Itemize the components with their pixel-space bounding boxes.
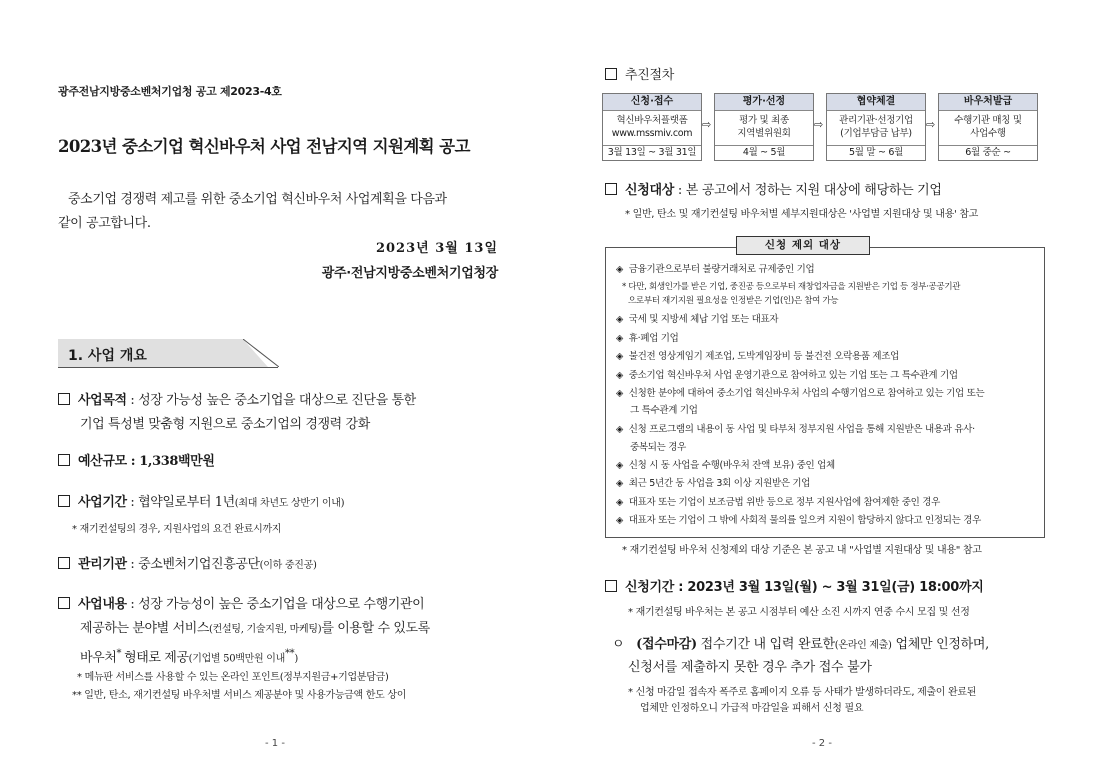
flow-step-title: 신청·접수 <box>603 94 701 111</box>
item-label: 사업내용 <box>78 597 127 612</box>
flow-step-evaluate <box>714 93 814 161</box>
checkbox-square-icon <box>605 68 617 80</box>
item-text-line <box>58 642 503 671</box>
diamond-bullet-icon: ◈ <box>616 264 624 275</box>
exclusion-text: 중소기업 혁신바우처 사업 운영기관으로 참여하고 있는 기업 또는 그 특수관계 기업 <box>628 370 958 381</box>
exclusion-subnote: 으로부터 재기지원 필요성을 인정받은 기업(인)은 참여 가능 <box>628 296 839 306</box>
exclusion-item <box>616 422 1041 437</box>
deadline-text: 업체만 인정하며, <box>891 637 989 652</box>
exclusion-item <box>616 312 1041 327</box>
exclusion-text: 국세 및 지방세 체납 기업 또는 대표자 <box>628 314 779 325</box>
page-number: - 2 - <box>812 738 832 749</box>
deadline-label: (접수마감) <box>636 637 697 652</box>
arrow-right-icon: ⇨ <box>702 118 712 131</box>
diamond-bullet-icon: ◈ <box>616 478 624 489</box>
flow-step-date: 6월 중순 ~ <box>939 145 1037 160</box>
intro-line: 중소기업 경쟁력 제고를 위한 중소기업 혁신바우처 사업계획을 다음과 <box>68 192 447 207</box>
item-text: 형태로 제공 <box>124 650 189 666</box>
diamond-bullet-icon: ◈ <box>616 314 624 325</box>
checkbox-square-icon <box>58 495 70 507</box>
procedure-heading <box>605 64 674 83</box>
flow-step-title: 바우처발급 <box>939 94 1037 111</box>
diamond-bullet-icon: ◈ <box>616 515 624 526</box>
exclusion-item <box>616 262 1041 277</box>
item-subtext: (기업별 50백만원 이내 <box>188 653 285 665</box>
intro-line: 같이 공고합니다. <box>58 216 151 231</box>
checkbox-square-icon <box>58 557 70 569</box>
diamond-bullet-icon: ◈ <box>616 460 624 471</box>
period-item <box>58 491 503 516</box>
flow-step-date: 5월 말 ~ 6월 <box>827 145 925 160</box>
item-subtext: (최대 차년도 상반기 이내) <box>234 498 345 509</box>
item-label: 사업기간 <box>78 495 127 510</box>
deadline-text: 접수기간 내 입력 완료한 <box>696 637 835 652</box>
heading-label: 신청기간 <box>625 580 675 595</box>
diamond-bullet-icon: ◈ <box>616 424 624 435</box>
exclusion-text: 신청 프로그램의 내용이 동 사업 및 타부처 정부지원 사업을 통해 지원받은 내용과 유사· <box>628 424 975 435</box>
checkbox-square-icon <box>58 597 70 609</box>
item-text: 제공하는 분야별 서비스 <box>80 621 210 636</box>
footnote-mark: * <box>116 648 125 659</box>
page-number: - 1 - <box>265 738 285 749</box>
exclusion-subnote: * 다만, 회생인가를 받은 기업, 중진공 등으로부터 재창업자금을 지원받은 기업 등 정부·공공기관 <box>622 282 961 292</box>
footnote-mark: ** <box>284 648 295 659</box>
item-text: : 성장 가능성 높은 중소기업을 대상으로 진단을 통한 <box>126 393 416 408</box>
exclusion-text: 최근 5년간 동 사업을 3회 이상 지원받은 기업 <box>628 478 811 489</box>
purpose-item <box>58 389 503 437</box>
flow-step-line: 평가 및 최종 <box>739 115 789 126</box>
flow-step-line: 지역별위원회 <box>737 128 791 139</box>
issuing-organization: 광주·전남지방중소벤처기업청장 <box>321 266 498 281</box>
flow-step-apply <box>602 93 702 161</box>
item-label: 관리기관 <box>78 557 127 572</box>
flow-step-body <box>603 111 701 140</box>
heading-text: : 본 공고에서 정하는 지원 대상에 해당하는 기업 <box>674 183 942 198</box>
exclusion-item <box>616 495 1041 510</box>
item-subtext: (이하 중진공) <box>259 560 317 571</box>
arrow-right-icon: ⇨ <box>814 118 824 131</box>
notice-number: 광주전남지방중소벤처기업청 공고 제2023-4호 <box>58 85 282 98</box>
item-text: : 1,338백만원 <box>126 454 215 469</box>
budget-item <box>58 450 503 474</box>
exclusion-title: 신청 제외 대상 <box>736 236 870 255</box>
deadline-note-continued: 업체만 인정하오니 가급적 마감일을 피해서 신청 필요 <box>640 703 864 714</box>
section-title: 1. 사업 개요 <box>68 348 147 364</box>
item-text: 를 이용할 수 있도록 <box>321 621 430 636</box>
manager-item <box>58 553 503 578</box>
intro-paragraph <box>58 188 498 236</box>
target-heading <box>605 179 942 198</box>
flow-step-date: 4월 ~ 5월 <box>715 145 813 160</box>
diamond-bullet-icon: ◈ <box>616 370 624 381</box>
exclusion-text: 불건전 영상게임기 제조업, 도박게임장비 등 불건전 오락용품 제조업 <box>628 351 900 362</box>
deadline-subtext: (온라인 제출) <box>834 640 892 651</box>
flow-step-agreement <box>826 93 926 161</box>
exclusion-item-continued: 중복되는 경우 <box>630 442 686 453</box>
item-text-line <box>58 617 503 642</box>
deadline-line <box>612 633 989 652</box>
circle-bullet-icon: ㅇ <box>612 637 625 652</box>
footnote-1: * 메뉴판 서비스를 사용할 수 있는 온라인 포인트(정부지원금+기업분담금) <box>77 672 389 683</box>
content-item <box>58 593 503 671</box>
exclusion-item <box>616 386 1041 401</box>
flow-step-title: 평가·선정 <box>715 94 813 111</box>
item-subtext: (컨설팅, 기술지원, 마케팅) <box>209 624 322 635</box>
exclusion-item <box>616 368 1041 383</box>
footnote-2: ** 일반, 탄소, 재기컨설팅 바우처별 서비스 제공분야 및 사용가능금액 한도 상이 <box>72 690 407 701</box>
diamond-bullet-icon: ◈ <box>616 351 624 362</box>
exclusion-text: 휴·폐업 기업 <box>628 333 679 344</box>
exclusion-item <box>616 349 1041 364</box>
exclusion-item-continued: 그 특수관계 기업 <box>630 405 698 416</box>
flow-step-line: 사업수행 <box>970 128 1006 139</box>
item-text: 기업 특성별 맞춤형 지원으로 중소기업의 경쟁력 강화 <box>80 417 370 432</box>
exclusion-item <box>616 458 1041 473</box>
item-label: 사업목적 <box>78 393 127 408</box>
diamond-bullet-icon: ◈ <box>616 333 624 344</box>
heading-text: : 2023년 3월 13일(월) ~ 3월 31일(금) 18:00까지 <box>674 580 984 595</box>
exclusion-item <box>616 513 1041 528</box>
section-header-underline <box>58 367 278 368</box>
checkbox-square-icon <box>605 580 617 592</box>
item-text: : 중소벤처기업진흥공단 <box>126 557 260 572</box>
flow-step-line: (기업부담금 납부) <box>840 128 912 139</box>
exclusion-text: 금융기관으로부터 불량거래처로 규제중인 기업 <box>628 264 815 275</box>
item-subtext: ) <box>294 653 298 665</box>
deadline-text-continued: 신청서를 제출하지 못한 경우 추가 접수 불가 <box>628 660 872 675</box>
flow-step-line: www.mssmiv.com <box>611 128 693 139</box>
checkbox-square-icon <box>605 183 617 195</box>
document-title: 2023년 중소기업 혁신바우처 사업 전남지역 지원계획 공고 <box>58 137 470 156</box>
period-heading <box>605 576 984 595</box>
target-note: * 일반, 탄소 및 재기컨설팅 바우처별 세부지원대상은 '사업별 지원대상 및 내용' 참고 <box>625 209 979 220</box>
exclusion-text: 대표자 또는 기업이 보조금법 위반 등으로 정부 지원사업에 참여제한 중인 경우 <box>628 497 940 508</box>
flow-step-voucher <box>938 93 1038 161</box>
exclusion-item <box>616 476 1041 491</box>
flow-step-body <box>827 111 925 140</box>
item-text: 바우처 <box>80 650 117 666</box>
checkbox-square-icon <box>58 393 70 405</box>
heading-text: 추진절차 <box>625 68 675 83</box>
diamond-bullet-icon: ◈ <box>616 497 624 508</box>
period-note: * 재기컨설팅 바우처는 본 공고 시점부터 예산 소진 시까지 연중 수시 모집 및 선정 <box>628 607 970 618</box>
flow-step-body <box>939 111 1037 140</box>
item-text: : 협약일로부터 1년 <box>126 495 235 510</box>
flow-step-line: 수행기관 매칭 및 <box>954 115 1022 126</box>
item-text: : 성장 가능성이 높은 중소기업을 대상으로 수행기관이 <box>126 597 425 612</box>
exclusion-text: 신청한 분야에 대하여 중소기업 혁신바우처 사업의 수행기업으로 참여하고 있는 기업 또는 <box>628 388 985 399</box>
page-2 <box>550 0 1100 777</box>
exclusion-text: 대표자 또는 기업이 그 밖에 사회적 물의를 일으켜 지원이 합당하지 않다고 인정되는 경우 <box>628 515 981 526</box>
section-header-diagonal <box>243 339 279 367</box>
item-label: 예산규모 <box>78 454 127 469</box>
exclusion-note: * 재기컨설팅 바우처 신청제외 대상 기준은 본 공고 내 "사업별 지원대상 및 내용" 참고 <box>622 545 982 556</box>
flow-step-body <box>715 111 813 140</box>
deadline-note: * 신청 마감일 접속자 폭주로 홈페이지 오류 등 사태가 발생하더라도, 제출이 완료된 <box>628 687 977 698</box>
arrow-right-icon: ⇨ <box>926 118 936 131</box>
exclusion-text: 신청 시 동 사업을 수행(바우처 잔액 보유) 중인 업체 <box>628 460 835 471</box>
flow-step-title: 협약체결 <box>827 94 925 111</box>
flow-step-line: 혁신바우처플랫폼 <box>616 115 688 126</box>
exclusion-item <box>616 331 1041 346</box>
checkbox-square-icon <box>58 454 70 466</box>
heading-label: 신청대상 <box>625 183 675 198</box>
flow-step-line: 관리기관·선정기업 <box>839 115 913 126</box>
flow-step-date: 3월 13일 ~ 3월 31일 <box>603 145 701 160</box>
period-note: * 재기컨설팅의 경우, 지원사업의 요건 완료시까지 <box>72 524 282 535</box>
notice-date: 2023년 3월 13일 <box>375 241 498 256</box>
diamond-bullet-icon: ◈ <box>616 388 624 399</box>
